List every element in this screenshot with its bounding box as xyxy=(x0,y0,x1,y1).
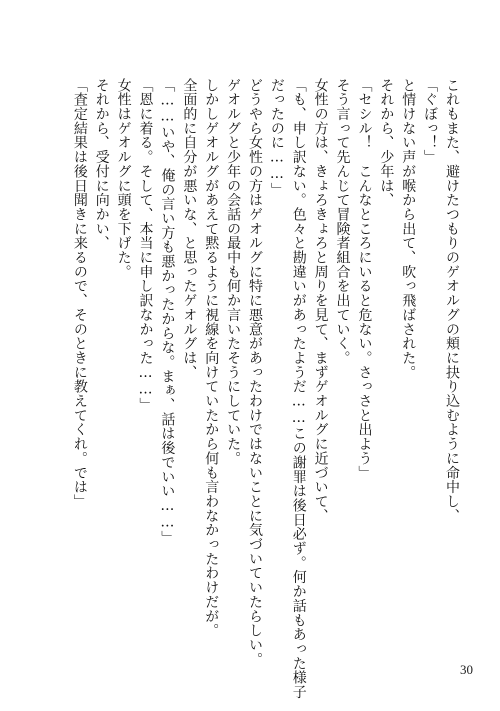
vertical-text-body xyxy=(71,78,460,700)
text-line: 「ぐぼっ！」 xyxy=(422,78,439,165)
text-line: しかしゲオルグがあえて黙るように視線を向けていたから何も言わなかったわけだが。 xyxy=(203,78,220,638)
text-line: 「恩に着る。そして、本当に申し訳なかった……」 xyxy=(137,78,154,413)
text-line: 「査定結果は後日聞きに来るので、そのときに教えてくれ。では」 xyxy=(71,78,88,509)
text-line: これもまた、避けたつもりのゲオルグの頬に抉り込むように命中し、 xyxy=(444,78,460,523)
text-line: それから、受付に向かい、 xyxy=(93,78,110,251)
text-line: 女性はゲオルグに頭を下げた。 xyxy=(115,78,132,279)
text-line: 女性の方は、きょろきょろと周りを見て、まずゲオルグに近づいて、 xyxy=(312,78,329,523)
text-line: それから、少年は、 xyxy=(378,78,395,208)
text-line: だったのに……」 xyxy=(268,78,285,197)
text-line: 「セシル！ こんなところにいると危ない。さっさと出よう」 xyxy=(356,78,373,480)
text-line: 「……いや、俺の言い方も悪かったからな。まぁ、話は後でいい……」 xyxy=(159,78,176,546)
text-line: 「も、申し訳ない。色々と勘違いがあったようだ……この謝罪は後日必ず。何か話もあった様子 xyxy=(290,78,307,700)
text-line: 全面的に自分が悪いな、と思ったゲオルグは、 xyxy=(181,78,198,380)
page-number: 30 xyxy=(460,662,473,677)
text-line: どうやら女性の方はゲオルグに特に悪意があったわけではないことに気づいていたらしい。 xyxy=(246,78,263,667)
text-line: ゲオルグと少年の会話の最中も何か言いたそうにしていた。 xyxy=(225,78,242,466)
text-line: そう言って先んじて冒険者組合を出ていく。 xyxy=(334,78,351,365)
text-line: と情けない声が喉から出て、吹っ飛ばされた。 xyxy=(400,78,417,380)
